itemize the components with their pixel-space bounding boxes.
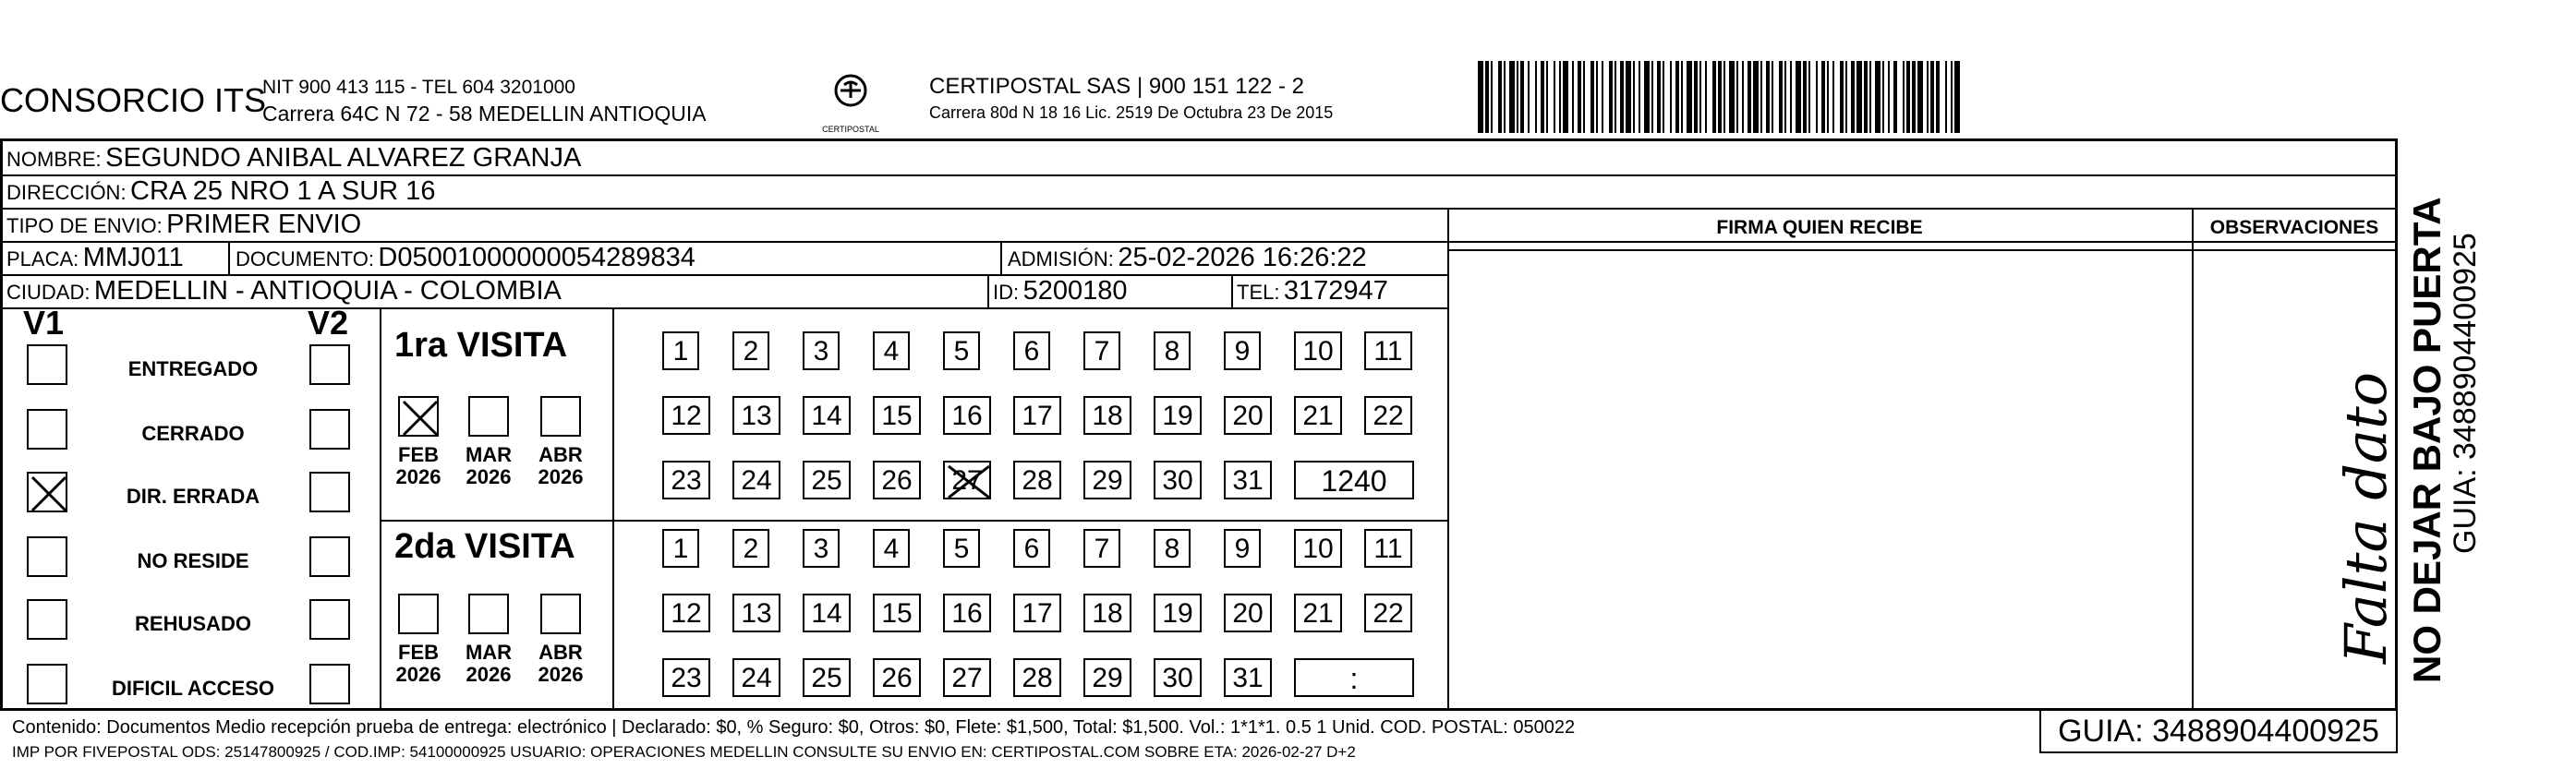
- day-box[interactable]: 13: [732, 594, 780, 632]
- day-box[interactable]: 2: [732, 529, 769, 568]
- day-box[interactable]: 19: [1154, 396, 1202, 435]
- status-option-label: DIFICIL ACCESO: [111, 677, 274, 700]
- month-checkbox[interactable]: [468, 594, 509, 634]
- firma-header: FIRMA QUIEN RECIBE: [1716, 217, 1923, 238]
- day-box[interactable]: 22: [1364, 396, 1412, 435]
- company-address: Carrera 64C N 72 - 58 MEDELLIN ANTIOQUIA: [262, 102, 707, 126]
- month-label: MAR 2026: [465, 443, 513, 488]
- carrier-address: Carrera 80d N 18 16 Lic. 2519 De Octubra 23 De 2015: [929, 103, 1334, 122]
- status-option-label: REHUSADO: [135, 612, 251, 635]
- day-box[interactable]: 5: [943, 331, 980, 370]
- day-box[interactable]: 30: [1154, 461, 1202, 499]
- day-box[interactable]: 8: [1154, 331, 1191, 370]
- direccion-label: DIRECCIÓN:: [6, 181, 127, 204]
- day-box[interactable]: 7: [1083, 331, 1120, 370]
- direccion-value: CRA 25 NRO 1 A SUR 16: [130, 176, 436, 206]
- day-box[interactable]: 12: [662, 396, 710, 435]
- day-box[interactable]: 27: [943, 658, 991, 697]
- tipo-envio-label: TIPO DE ENVIO:: [6, 214, 163, 237]
- id-label: ID:: [993, 281, 1020, 304]
- observaciones-header: OBSERVACIONES: [2209, 217, 2379, 238]
- day-box[interactable]: 8: [1154, 529, 1191, 568]
- nombre-value: SEGUNDO ANIBAL ALVAREZ GRANJA: [105, 143, 582, 173]
- month-checkbox[interactable]: [540, 396, 581, 437]
- day-box[interactable]: 22: [1364, 594, 1412, 632]
- barcode: [1478, 61, 2069, 133]
- tel-label: TEL:: [1237, 281, 1280, 304]
- placa-label: PLACA:: [6, 247, 79, 270]
- status-v2-checkbox[interactable]: [309, 536, 350, 577]
- day-box[interactable]: 10: [1294, 331, 1342, 370]
- ciudad-value: MEDELLIN - ANTIOQUIA - COLOMBIA: [93, 276, 562, 306]
- day-box[interactable]: 3: [803, 331, 840, 370]
- ciudad-label: CIUDAD:: [6, 281, 91, 304]
- day-box[interactable]: 18: [1083, 594, 1131, 632]
- day-box[interactable]: 11: [1364, 529, 1412, 568]
- status-v1-checkbox[interactable]: [27, 599, 67, 640]
- placa-value: MMJ011: [82, 243, 184, 272]
- time-box[interactable]: :: [1294, 658, 1414, 697]
- month-label: FEB 2026: [395, 641, 441, 686]
- day-box[interactable]: 23: [662, 461, 710, 499]
- day-box[interactable]: 27: [943, 461, 991, 499]
- footer-content: Contenido: Documentos Medio recepción prueba de entrega: electrónico | Declarado: $0, % Seguro: $0, Otros: $0, Flete: $1,500, Total: $1,500. Vol.: 1*1*1. 0.5 1 Unid. COD. POSTAL: 050022: [12, 717, 1576, 738]
- day-box[interactable]: 2: [732, 331, 769, 370]
- observaciones-note: Falta dato: [2332, 371, 2400, 664]
- status-v1-checkbox[interactable]: [27, 409, 67, 450]
- status-v1-checkbox[interactable]: [27, 344, 67, 385]
- v2-header: V2: [308, 304, 349, 342]
- day-box[interactable]: 28: [1013, 658, 1061, 697]
- day-box[interactable]: 20: [1224, 594, 1272, 632]
- day-box[interactable]: 30: [1154, 658, 1202, 697]
- tel-value: 3172947: [1283, 276, 1388, 306]
- status-v2-checkbox[interactable]: [309, 664, 350, 704]
- admision-label: ADMISIÓN:: [1008, 247, 1114, 270]
- day-box[interactable]: 6: [1013, 529, 1050, 568]
- status-option-label: DIR. ERRADA: [126, 485, 260, 508]
- status-v1-checkbox[interactable]: [27, 472, 67, 512]
- day-box[interactable]: 18: [1083, 396, 1131, 435]
- day-box[interactable]: 19: [1154, 594, 1202, 632]
- status-v2-checkbox[interactable]: [309, 599, 350, 640]
- side-guia: GUIA: 3488904400925: [2448, 233, 2483, 554]
- day-box[interactable]: 29: [1083, 658, 1131, 697]
- day-box[interactable]: 10: [1294, 529, 1342, 568]
- status-option-label: NO RESIDE: [137, 549, 249, 572]
- day-box[interactable]: 14: [803, 594, 851, 632]
- day-box[interactable]: 9: [1224, 529, 1261, 568]
- day-box[interactable]: 15: [873, 594, 921, 632]
- day-box[interactable]: 1: [662, 331, 699, 370]
- admision-value: 25-02-2026 16:26:22: [1118, 243, 1367, 272]
- no-dejar-warning: NO DEJAR BAJO PUERTA: [2405, 197, 2449, 683]
- carrier-name: CERTIPOSTAL SAS | 900 151 122 - 2: [929, 74, 1304, 99]
- day-box[interactable]: 21: [1294, 396, 1342, 435]
- month-checkbox[interactable]: [468, 396, 509, 437]
- company-name: CONSORCIO ITS: [0, 81, 267, 119]
- month-checkbox[interactable]: [540, 594, 581, 634]
- day-box[interactable]: 24: [732, 658, 780, 697]
- day-box[interactable]: 28: [1013, 461, 1061, 499]
- certipostal-logo: [809, 70, 892, 135]
- day-box[interactable]: 29: [1083, 461, 1131, 499]
- month-checkbox[interactable]: [398, 594, 439, 634]
- day-box[interactable]: 25: [803, 658, 851, 697]
- day-box[interactable]: 13: [732, 396, 780, 435]
- footer-print-info: IMP POR FIVEPOSTAL ODS: 25147800925 / COD.IMP: 54100000925 USUARIO: OPERACIONES MEDELLIN CONSULTE SU ENVIO EN: CERTIPOSTAL.COM SOBRE ETA: 2026-02-27 D+2: [12, 743, 1356, 761]
- day-box[interactable]: 7: [1083, 529, 1120, 568]
- month-checkbox[interactable]: [398, 396, 439, 437]
- day-box[interactable]: 31: [1224, 658, 1272, 697]
- day-box[interactable]: 1: [662, 529, 699, 568]
- v1-header: V1: [23, 304, 65, 342]
- status-v2-checkbox[interactable]: [309, 472, 350, 512]
- company-nit: NIT 900 413 115 - TEL 604 3201000: [262, 77, 575, 98]
- day-box[interactable]: 26: [873, 461, 921, 499]
- day-box[interactable]: 24: [732, 461, 780, 499]
- status-v1-checkbox[interactable]: [27, 664, 67, 704]
- status-v2-checkbox[interactable]: [309, 409, 350, 450]
- day-box[interactable]: 23: [662, 658, 710, 697]
- day-box[interactable]: 21: [1294, 594, 1342, 632]
- status-option-label: CERRADO: [141, 422, 245, 445]
- status-v1-checkbox[interactable]: [27, 536, 67, 577]
- id-value: 5200180: [1022, 276, 1128, 306]
- day-box[interactable]: 9: [1224, 331, 1261, 370]
- day-box[interactable]: 31: [1224, 461, 1272, 499]
- day-box[interactable]: 5: [943, 529, 980, 568]
- visit1-title: 1ra VISITA: [394, 326, 568, 365]
- day-box[interactable]: 4: [873, 331, 910, 370]
- day-box[interactable]: 12: [662, 594, 710, 632]
- documento-label: DOCUMENTO:: [236, 247, 374, 270]
- time-box[interactable]: 1240: [1294, 461, 1414, 499]
- visit2-title: 2da VISITA: [394, 527, 575, 566]
- nombre-label: NOMBRE:: [6, 148, 102, 171]
- documento-value: D05001000000054289834: [378, 243, 695, 272]
- day-box[interactable]: 20: [1224, 396, 1272, 435]
- day-box[interactable]: 25: [803, 461, 851, 499]
- day-box[interactable]: 6: [1013, 331, 1050, 370]
- day-box[interactable]: 16: [943, 594, 991, 632]
- day-box[interactable]: 4: [873, 529, 910, 568]
- logo-caption: CERTIPOSTAL: [822, 125, 879, 134]
- status-option-label: ENTREGADO: [127, 357, 259, 380]
- day-box[interactable]: 15: [873, 396, 921, 435]
- month-label: ABR 2026: [538, 443, 584, 488]
- day-box[interactable]: 3: [803, 529, 840, 568]
- month-label: FEB 2026: [395, 443, 441, 488]
- month-label: MAR 2026: [465, 641, 513, 686]
- day-box[interactable]: 17: [1013, 396, 1061, 435]
- status-v2-checkbox[interactable]: [309, 344, 350, 385]
- day-box[interactable]: 16: [943, 396, 991, 435]
- day-box[interactable]: 11: [1364, 331, 1412, 370]
- tipo-envio-value: PRIMER ENVIO: [166, 210, 362, 239]
- day-box[interactable]: 14: [803, 396, 851, 435]
- footer-guia: GUIA: 3488904400925: [2039, 711, 2398, 753]
- day-box[interactable]: 17: [1013, 594, 1061, 632]
- month-label: ABR 2026: [538, 641, 584, 686]
- day-box[interactable]: 26: [873, 658, 921, 697]
